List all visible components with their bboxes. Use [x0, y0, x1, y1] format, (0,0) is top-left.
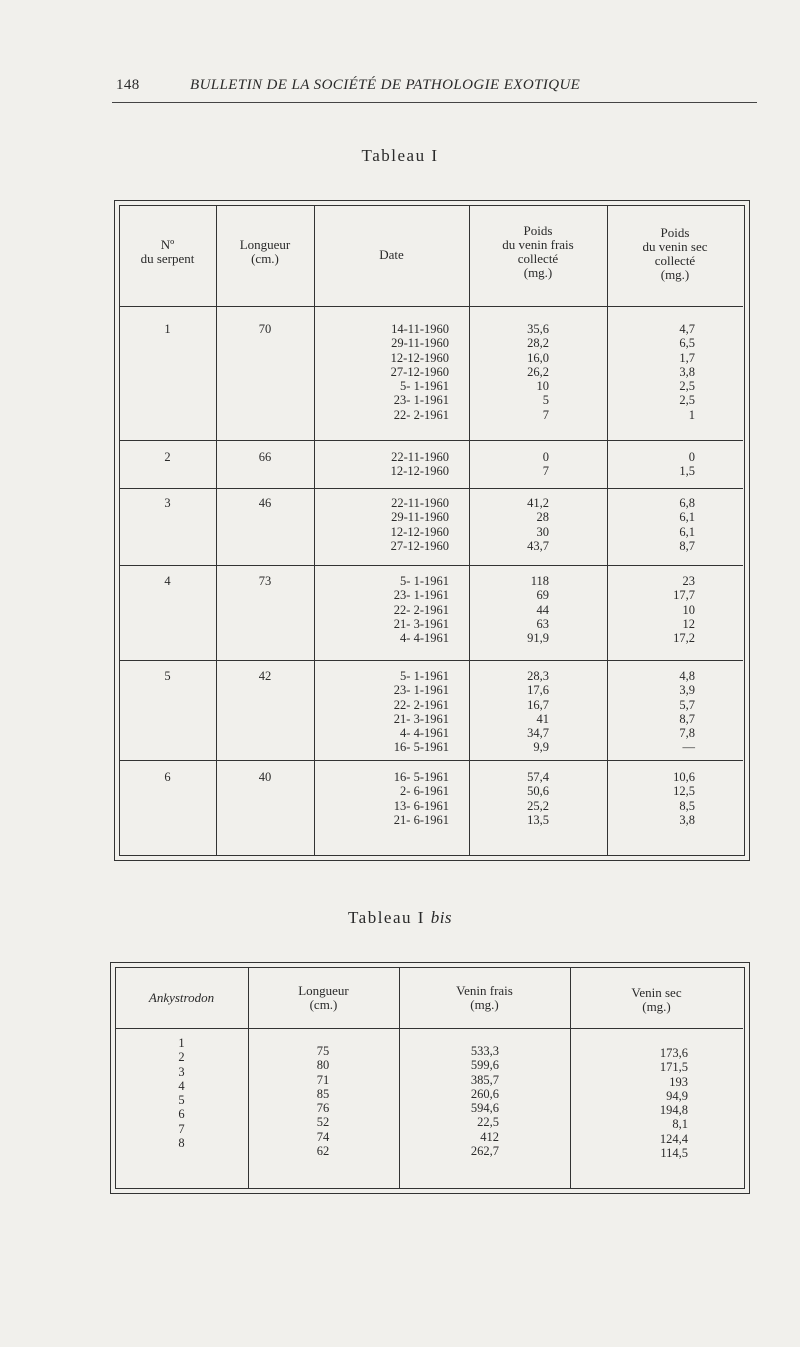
group-separator [119, 660, 743, 661]
fresh-venin-value: 28,2 [527, 336, 549, 351]
fresh-venin-value: 35,6 [527, 322, 549, 336]
fresh-venin-value: 10 [536, 379, 549, 394]
serpent-number: 2 [164, 450, 171, 464]
fresh-venin-value: 385,7 [470, 1072, 499, 1087]
collection-date: 23- 1-1961 [393, 683, 449, 698]
collection-date: 5- 1-1961 [400, 669, 449, 683]
dry-venin-value: 114,5 [660, 1146, 688, 1161]
fresh-venin-value: 17,6 [527, 683, 549, 698]
dry-venin-value: 171,5 [659, 1060, 688, 1075]
fresh-venin-value-list [469, 574, 549, 645]
dry-venin-value: 10,6 [673, 770, 695, 784]
table1-header-date [314, 248, 469, 262]
collection-date: 27-12-1960 [390, 538, 449, 553]
fresh-venin-value-list [399, 1044, 499, 1158]
fresh-venin-value: 594,6 [470, 1101, 499, 1116]
collection-date: 16- 5-1961 [393, 770, 449, 784]
fresh-venin-value: 9,9 [533, 740, 549, 755]
fresh-venin-value: 0 [542, 450, 549, 464]
dry-venin-value-list [607, 322, 695, 422]
dry-venin-value: 23 [682, 574, 695, 588]
dry-venin-value: 94,9 [666, 1088, 688, 1103]
collection-date: 22- 2-1961 [393, 602, 449, 617]
fresh-venin-value: 69 [536, 588, 549, 603]
table2-header-rule [115, 1028, 743, 1029]
fresh-venin-value: 7 [542, 464, 549, 479]
collection-date: 23- 1-1961 [393, 393, 449, 408]
fresh-venin-value: 44 [536, 602, 549, 617]
dry-venin-value: 2,5 [679, 379, 695, 394]
dry-venin-value: 4,8 [679, 669, 695, 683]
dry-venin-value: — [682, 740, 695, 755]
dry-venin-value-list [607, 496, 695, 553]
specimen-number: 7 [178, 1121, 185, 1136]
collection-date: 29-11-1960 [391, 336, 449, 351]
fresh-venin-value: 260,6 [470, 1086, 499, 1101]
fresh-venin-value: 412 [480, 1129, 499, 1144]
collection-date: 22-11-1960 [391, 496, 449, 510]
dry-venin-value: 6,1 [679, 510, 695, 525]
fresh-venin-value: 63 [536, 616, 549, 631]
specimen-length-list [248, 1044, 398, 1158]
serpent-length: 66 [258, 450, 272, 464]
dry-venin-value-list [607, 450, 695, 479]
fresh-venin-value: 599,6 [470, 1058, 499, 1073]
dry-venin-value: 1 [688, 407, 695, 422]
dry-venin-value-list [607, 574, 695, 645]
collection-date: 5- 1-1961 [400, 574, 449, 588]
table2-header-fresh: Venin frais (mg.) [456, 983, 513, 1012]
dry-venin-value: 17,2 [673, 631, 695, 646]
serpent-number: 3 [164, 496, 171, 510]
dry-venin-value: 2,5 [679, 393, 695, 408]
collection-date: 2- 6-1961 [400, 784, 449, 799]
dry-venin-value: 17,7 [673, 588, 695, 603]
dry-venin-value: 1,5 [679, 464, 695, 479]
dry-venin-value: 1,7 [679, 350, 695, 365]
fresh-venin-value: 41 [536, 711, 549, 726]
collection-date: 12-12-1960 [390, 464, 449, 479]
table2-header-species: Ankystrodon [148, 990, 215, 1005]
dry-venin-value: 5,7 [679, 697, 695, 712]
col-length-line1: Longueur [239, 237, 291, 252]
collection-date: 22- 2-1961 [393, 697, 449, 712]
fresh-venin-value: 16,0 [527, 350, 549, 365]
dry-venin-value: 8,5 [679, 798, 695, 813]
specimen-length: 85 [316, 1086, 330, 1101]
group-separator [119, 440, 743, 441]
col-no-line2: du serpent [140, 251, 195, 266]
specimen-number: 1 [178, 1036, 185, 1050]
serpent-length: 70 [258, 322, 272, 336]
collection-date-list [314, 574, 449, 645]
dry-venin-value-list [570, 1046, 688, 1160]
collection-date: 5- 1-1961 [400, 379, 449, 394]
specimen-number: 2 [178, 1050, 185, 1065]
specimen-number: 4 [178, 1078, 185, 1093]
fresh-venin-value: 43,7 [527, 538, 549, 553]
dry-venin-value: 194,8 [659, 1103, 688, 1118]
table1-header-rule [119, 306, 743, 307]
dry-venin-value-list [607, 669, 695, 755]
fresh-venin-value-list [469, 496, 549, 553]
group-separator [119, 488, 743, 489]
collection-date: 4- 4-1961 [400, 631, 449, 646]
collection-date: 21- 3-1961 [393, 616, 449, 631]
table2-title [0, 908, 800, 928]
page-number: 148 [116, 77, 140, 93]
dry-venin-value: 8,1 [672, 1117, 688, 1132]
dry-venin-value: 12 [682, 616, 695, 631]
fresh-venin-value-list [469, 450, 549, 479]
collection-date: 4- 4-1961 [400, 726, 449, 741]
serpent-number: 5 [164, 669, 171, 683]
collection-date: 23- 1-1961 [393, 588, 449, 603]
serpent-length: 46 [258, 496, 272, 510]
fresh-venin-value: 5 [542, 393, 549, 408]
table1-header-dry: Poids du venin sec collecté (mg.) [642, 225, 708, 282]
specimen-length: 62 [316, 1144, 330, 1159]
fresh-venin-value: 7 [542, 407, 549, 422]
collection-date: 21- 3-1961 [393, 711, 449, 726]
dry-venin-value: 193 [669, 1074, 688, 1089]
collection-date: 21- 6-1961 [393, 812, 449, 827]
fresh-venin-value: 262,7 [470, 1144, 499, 1159]
collection-date: 27-12-1960 [390, 364, 449, 379]
collection-date-list [314, 496, 449, 553]
collection-date-list [314, 450, 449, 479]
dry-venin-value: 0 [688, 450, 695, 464]
dry-venin-value: 3,8 [679, 364, 695, 379]
dry-venin-value: 8,7 [679, 538, 695, 553]
fresh-venin-value-list [469, 669, 549, 755]
fresh-venin-value: 28,3 [527, 669, 549, 683]
fresh-venin-value-list [469, 770, 549, 827]
collection-date: 14-11-1960 [391, 322, 449, 336]
fresh-venin-value: 13,5 [527, 812, 549, 827]
table1-title-text: Tableau I [361, 146, 439, 165]
serpent-number: 1 [164, 322, 171, 336]
specimen-length: 80 [316, 1058, 330, 1073]
table1-col-divider [216, 205, 217, 855]
dry-venin-value: 3,8 [679, 812, 695, 827]
fresh-venin-value: 16,7 [527, 697, 549, 712]
specimen-number-list [115, 1036, 248, 1150]
table2-header-length: Longueur (cm.) [298, 983, 349, 1012]
table2-title-suffix: bis [430, 908, 453, 927]
specimen-length: 76 [316, 1101, 330, 1116]
specimen-length: 71 [316, 1072, 330, 1087]
group-separator [119, 565, 743, 566]
fresh-venin-value: 41,2 [527, 496, 549, 510]
fresh-venin-value: 118 [530, 574, 549, 588]
collection-date: 22- 2-1961 [393, 407, 449, 422]
collection-date: 22-11-1960 [391, 450, 449, 464]
col-date-line1: Date [379, 247, 404, 262]
serpent-length: 40 [258, 770, 272, 784]
specimen-number: 8 [178, 1136, 185, 1151]
fresh-venin-value: 91,9 [527, 631, 549, 646]
dry-venin-value: 3,9 [679, 683, 695, 698]
dry-venin-value-list [607, 770, 695, 827]
dry-venin-value: 173,6 [659, 1046, 688, 1060]
dry-venin-value: 8,7 [679, 711, 695, 726]
fresh-venin-value-list [469, 322, 549, 422]
fresh-venin-value: 22,5 [477, 1115, 499, 1130]
dry-venin-value: 7,8 [679, 726, 695, 741]
table2-title-text: Tableau I [347, 908, 425, 927]
journal-title: BULLETIN DE LA SOCIÉTÉ DE PATHOLOGIE EXOTIQUE [190, 77, 581, 93]
serpent-number: 4 [164, 574, 171, 588]
table2-header-dry: Venin sec (mg.) [631, 985, 682, 1014]
table1-header-length [216, 238, 314, 266]
serpent-length: 42 [258, 669, 272, 683]
specimen-length: 52 [316, 1115, 330, 1130]
collection-date: 12-12-1960 [390, 350, 449, 365]
specimen-number: 6 [178, 1107, 185, 1122]
fresh-venin-value: 26,2 [527, 364, 549, 379]
specimen-length: 75 [316, 1044, 330, 1058]
serpent-length: 73 [258, 574, 272, 588]
table1-header-no [119, 238, 216, 266]
fresh-venin-value: 30 [536, 524, 549, 539]
dry-venin-value: 4,7 [679, 322, 695, 336]
table1-header-fresh: Poids du venin frais collecté (mg.) [502, 223, 574, 280]
running-header [110, 74, 755, 96]
fresh-venin-value: 57,4 [527, 770, 549, 784]
collection-date: 13- 6-1961 [393, 798, 449, 813]
collection-date-list [314, 669, 449, 755]
dry-venin-value: 6,1 [679, 524, 695, 539]
collection-date-list [314, 322, 449, 422]
fresh-venin-value: 50,6 [527, 784, 549, 799]
collection-date-list [314, 770, 449, 827]
col-length-line2: (cm.) [251, 251, 279, 266]
group-separator [119, 760, 743, 761]
col-no-line1: Nº [160, 237, 175, 252]
fresh-venin-value: 25,2 [527, 798, 549, 813]
dry-venin-value: 12,5 [673, 784, 695, 799]
specimen-number: 3 [178, 1064, 185, 1079]
fresh-venin-value: 533,3 [470, 1044, 499, 1058]
collection-date: 29-11-1960 [391, 510, 449, 525]
dry-venin-value: 6,5 [679, 336, 695, 351]
dry-venin-value: 10 [682, 602, 695, 617]
header-rule [112, 102, 757, 103]
collection-date: 16- 5-1961 [393, 740, 449, 755]
specimen-number: 5 [178, 1093, 185, 1108]
fresh-venin-value: 34,7 [527, 726, 549, 741]
table1-title [0, 146, 800, 166]
dry-venin-value: 124,4 [659, 1131, 688, 1146]
fresh-venin-value: 28 [536, 510, 549, 525]
serpent-number: 6 [164, 770, 171, 784]
specimen-length: 74 [316, 1129, 330, 1144]
collection-date: 12-12-1960 [390, 524, 449, 539]
dry-venin-value: 6,8 [679, 496, 695, 510]
